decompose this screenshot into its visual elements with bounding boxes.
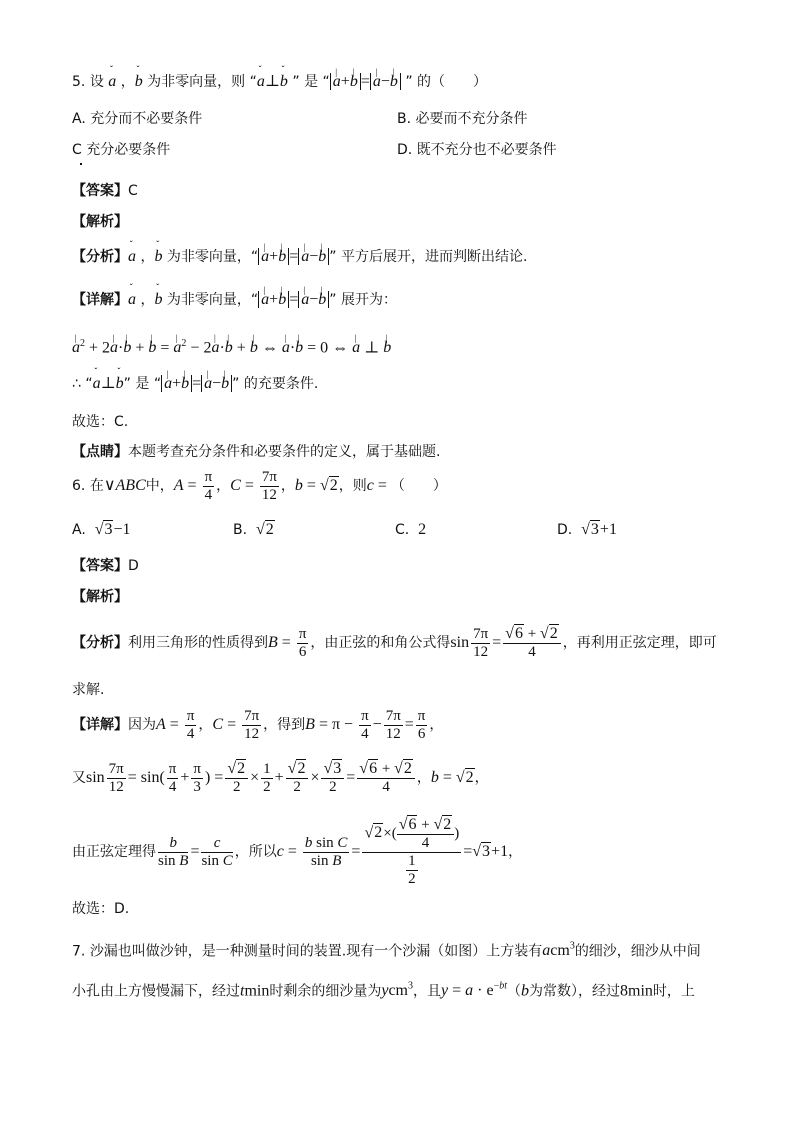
q6-answer: 【答案】D bbox=[72, 558, 139, 574]
q6-fenxi: 【分析】利用三角形的性质得到B = $\frac{\pi}{6}$ ，由正弦的和角公式得sin $\frac{7\pi}{12}$ = $\frac{√6 + √2}{4}$ ，再利用正弦定理，即可 bbox=[72, 625, 717, 660]
q5-number: 5. bbox=[72, 74, 86, 90]
q5-option-b: B. 必要而不充分条件 bbox=[397, 111, 528, 127]
q5-option-a: A. 充分而不必要条件 bbox=[72, 111, 203, 127]
q5-expansion: | $a^2 + 2|$ a·| b + | b = | $a^2 - 2|$ a·| b + | b ⇔ | a·| b = 0 ⇔ | a ⊥ | b bbox=[72, 334, 391, 358]
q6-option-c: C. 2 bbox=[395, 521, 427, 538]
q6-option-a: A. √3−1 bbox=[72, 521, 131, 538]
q6-analysis-heading: 【解析】 bbox=[72, 589, 128, 605]
q6-option-d: D. √3+1 bbox=[557, 521, 617, 538]
q7-line1: 7. 沙漏也叫做沙钟，是一种测量时间的装置.现有一个沙漏（如图）上方装有acm$^3$的细沙，细沙从中间 bbox=[72, 941, 701, 960]
q5-analysis-heading: 【解析】 bbox=[72, 214, 128, 230]
q6-sin-calc: 又sin $\frac{7\pi}{12}$ = sin( $\frac{\pi}{4}$ + $\frac{\pi}{3}$ ) = $\frac{√2}{2}$ × $\frac{1}{2}$ + $\frac{√2}{2}$ × $\frac{√3}{2}$ = $\frac{√6 + √2}{4}$ ，b = √2， bbox=[72, 760, 489, 795]
q6-option-b: B. √2 bbox=[233, 521, 274, 538]
stray-dot bbox=[80, 163, 82, 165]
q5-answer: 【答案】C bbox=[72, 183, 138, 199]
q6-choose: 故选：D. bbox=[72, 901, 130, 917]
q5-dianjing: 【点睛】本题考查充分条件和必要条件的定义，属于基础题. bbox=[72, 444, 441, 460]
q5-option-d: D. 既不充分也不必要条件 bbox=[397, 142, 557, 158]
q5-stem: 5. 设 ˇ a ，ˇ b 为非零向量，则 “ˇ a⊥ˇ b ” 是 “| a+| b =| a−| b ” 的（ ） bbox=[72, 72, 487, 92]
q6-xiangjie: 【详解】因为A = $\frac{\pi}{4}$ ，C = $\frac{7\pi}{12}$ ，得到B = π − $\frac{\pi}{4}$ − $\frac{7\pi}{12}$ = $\frac{\pi}{6}$ ， bbox=[72, 707, 444, 742]
q5-xiangjie: 【详解】ˇ a ，ˇ b 为非零向量，“| a+| b =| a−| b ” 展开为： bbox=[72, 290, 397, 310]
q6-fenxi-cont: 求解. bbox=[72, 682, 105, 698]
q6-stem: 6. 在∨ABC中，A = $\frac{\pi}{4}$ ，C = $\frac{7\pi}{12}$ ，b = √2，则c = （ ） bbox=[72, 468, 447, 503]
q5-fenxi: 【分析】ˇ a ，ˇ b 为非零向量，“| a+| b =| a−| b ” 平方后展开，进而判断出结论. bbox=[72, 247, 527, 267]
q6-sine-law: 由正弦定理得 $\frac{b}{\text{sin B}}$ = $\frac{c}{\text{sin C}}$ ，所以c = $\frac{\text{b sin C}}{\text{sin B}}$ = √2×( $\frac{√6 + √2}{4}$ ) $\frac{1}{2}$ =√3+1， bbox=[72, 816, 523, 887]
q5-choose: 故选：C. bbox=[72, 414, 129, 430]
q7-line2: 小孔由上方慢慢漏下，经过tmin时剩余的细沙量为ycm$^3$，且$y = a \cdot e^{-bt}(b$为常数），经过8min时，上 bbox=[72, 981, 695, 1000]
q5-option-c: C 充分必要条件 bbox=[72, 142, 171, 158]
q5-conclusion: ∴ “ˇ a⊥ˇ b” 是 “| a+| b =| a−| b ” 的充要条件. bbox=[72, 374, 318, 394]
